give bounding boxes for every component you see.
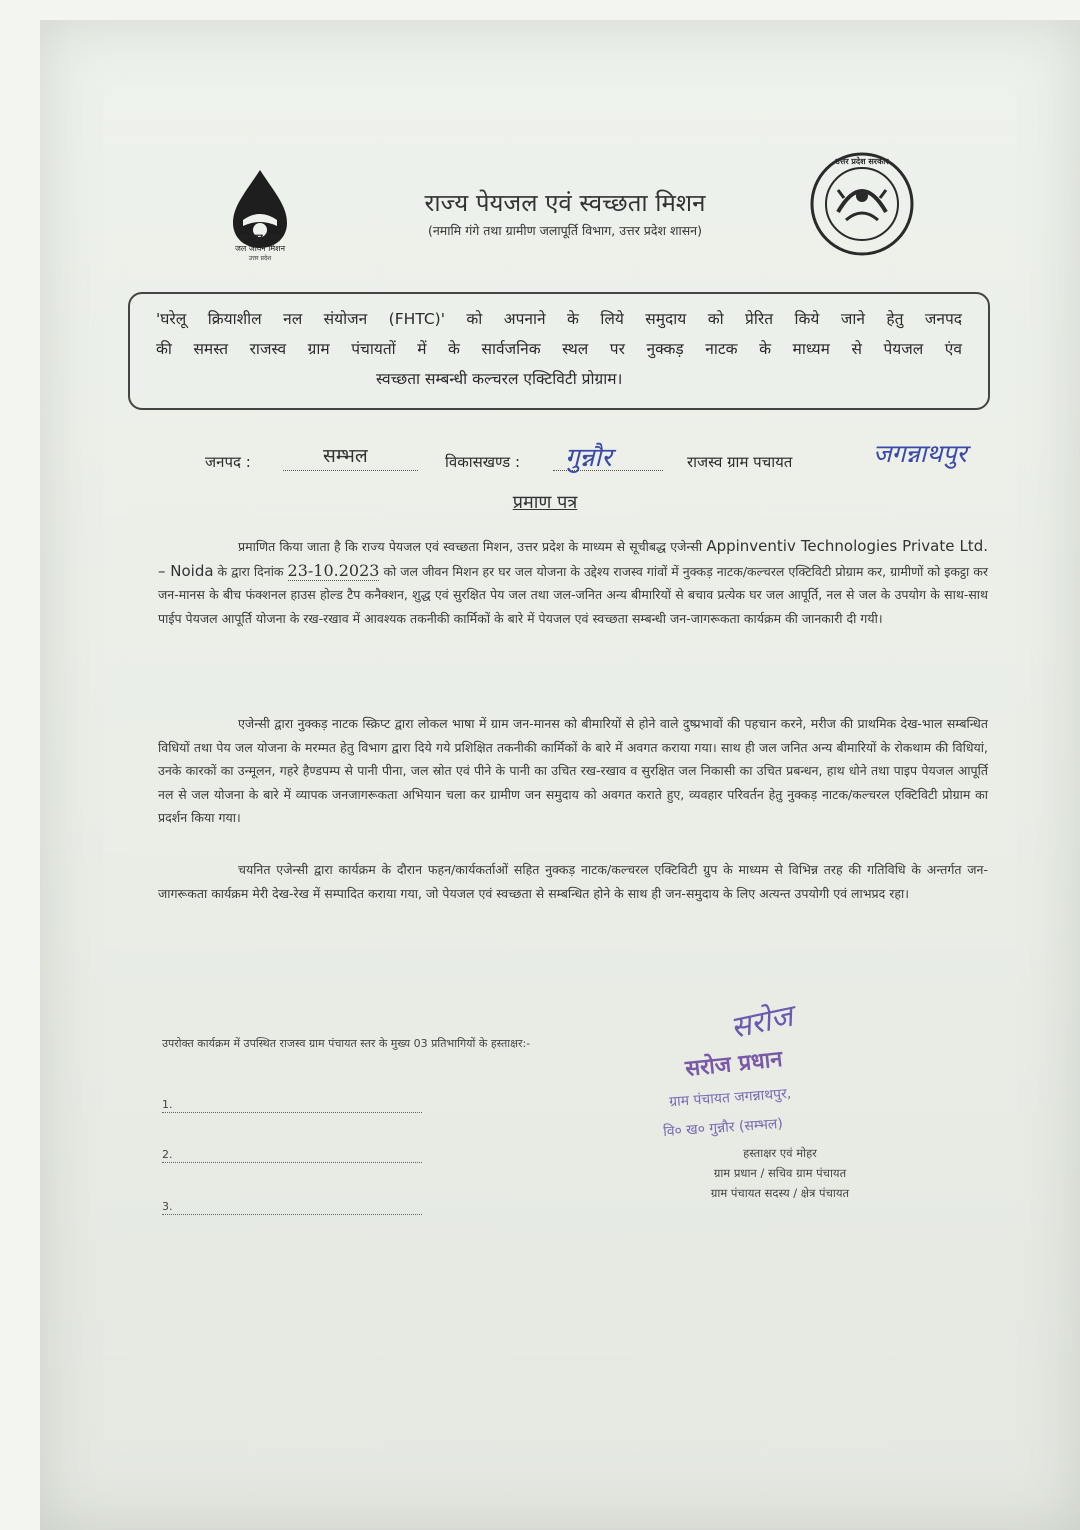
paragraph-2: एजेन्सी द्वारा नुक्कड़ नाटक स्क्रिप्ट द्वारा लोकल भाषा में ग्राम जन-मानस को बीमारियों से होने वाले दुष्प्रभावों की पहचान करने, मरीज की प्राथमिक देख-भाल सम्बन्धित विधियों तथा पेय जल योजना के मरम्मत हेतु विभाग द्वारा दिये गये प्रशिक्षित तकनीकी कार्मिकों के बारे में अवगत कराया गया। साथ ही जल जनित अन्य बीमारियों के रोकथाम की विधियां, उनके कारकों का उन्मूलन, गहरे हैण्डपम्प से पानी पीना, जल स्रोत एवं पीने के पानी का उचित रख-रखाव व सुरक्षित जल निकासी का उचित प्रबन्धन, हाथ धोने तथा पाइप पेयजल आपूर्ति नल से जल योजना के बारे में व्यापक जनजागरूकता अभियान चला कर ग्रामीण जन समुदाय को अवगत कराते हुए, व्यवहार परिवर्तन हेतु नुक्कड़ नाटक/कल्चरल एक्टिविटी प्रोग्राम का प्रदर्शन किया गया।	[158, 716, 988, 825]
subject-box	[128, 292, 990, 410]
signature-line-2: 2.	[162, 1148, 422, 1163]
caption-pradhan: ग्राम प्रधान / सचिव ग्राम पंचायत	[713, 1166, 847, 1180]
stamp-panchayat: ग्राम पंचायत जगन्नाथपुर,	[668, 1085, 792, 1111]
participants-note: उपरोक्त कार्यक्रम में उपस्थित राजस्व ग्राम पंचायत स्तर के मुख्य 03 प्रतिभागियों के हस्ताक्षर:-	[162, 1037, 531, 1050]
signature-line-3: 3.	[162, 1200, 422, 1215]
subject-line-3: स्वच्छता सम्बन्धी कल्चरल एक्टिविटी प्रोग्राम।	[376, 370, 623, 388]
subject-line-1: 'घरेलू क्रियाशील नल संयोजन (FHTC)' को अपनाने के लिये समुदाय को प्रेरित किये जाने हेतु जनपद	[156, 310, 962, 328]
paragraph-1-date-label: के द्वारा दिनांक	[217, 563, 284, 579]
up-government-emblem	[808, 150, 916, 258]
mission-subtitle: (नमामि गंगे तथा ग्रामीण जलापूर्ति विभाग, उत्तर प्रदेश शासन)	[427, 223, 702, 238]
caption-signature-seal: हस्ताक्षर एवं मोहर	[743, 1146, 817, 1160]
district-value: सम्भल	[323, 445, 368, 467]
block-label: विकासखण्ड :	[445, 453, 521, 471]
paragraph-1-body: को जल जीवन मिशन हर घर जल योजना के उद्देश्य राजस्व गांवों में नुक्कड़ नाटक/कल्चरल एक्टिविटी प्रोग्राम कर, ग्रामीणों को इकट्ठा कर जन-मानस के बीच फंक्शनल हाउस होल्ड टैप कनैक्शन, शुद्ध एवं सुरक्षित पेय जल तथा जल-जनित अन्य बीमारियों से बचाव प्रत्येक घर जल आपूर्ति, नल से जल के उपयोग के साथ-साथ पाईप पेयजल आपूर्ति योजना के रख-रखाव में आवश्यक तकनीकी कार्मिकों के बारे में पेयजल एवं स्वच्छता सम्बन्धी जन-जागरूकता कार्यक्रम की जानकारी दी गयी।	[158, 563, 988, 626]
certificate-title: प्रमाण पत्र	[512, 492, 578, 513]
logo-left-sub2: उत्तर प्रदेश	[248, 255, 272, 262]
paragraph-3: चयनित एजेन्सी द्वारा कार्यक्रम के दौरान फहन/कार्यकर्ताओं सहित नुक्कड़ नाटक/कल्चरल एक्टिविटी ग्रुप के माध्यम से विभिन्न तरह की गतिविधि के अन्तर्गत जन-जागरूकता कार्यक्रम मेरी देख-रेख में सम्पादित कराया गया, जो पेयजल एवं स्वच्छता से सम्बन्धित होने के साथ ही जन-समुदाय के लिए अत्यन्त उपयोगी एवं लाभप्रद रहा।	[158, 862, 988, 901]
emblem-text: उत्तर प्रदेश सरकार	[835, 157, 889, 166]
program-date: 23-10.2023	[287, 560, 380, 580]
paragraph-1	[158, 535, 988, 630]
paragraph-1-intro: प्रमाणित किया जाता है कि राज्य पेयजल एवं स्वच्छता मिशन, उत्तर प्रदेश के माध्यम से सूचीबद्ध एजेन्सी	[238, 539, 703, 554]
block-value: गुन्नौर	[565, 443, 612, 473]
district-label: जनपद :	[205, 453, 251, 471]
logo-left-text: हर घर जल	[239, 233, 281, 244]
mission-title: राज्य पेयजल एवं स्वच्छता मिशन	[424, 189, 706, 217]
panchayat-value: जगन्नाथपुर	[873, 439, 967, 468]
subject-line-2: की समस्त राजस्व ग्राम पंचायतों में के सार्वजनिक स्थल पर नुक्कड़ नाटक के माध्यम से पेयजल एंव	[156, 340, 962, 358]
pradhan-stamp	[655, 1000, 905, 1150]
location-row	[205, 440, 1035, 480]
caption-member: ग्राम पंचायत सदस्य / क्षेत्र पंचायत	[710, 1186, 850, 1200]
handwritten-signature: सरोज	[727, 998, 796, 1047]
agency-name: Appinventiv Technologies Private Ltd. – Noida	[158, 537, 988, 580]
jal-jeevan-mission-logo	[215, 168, 305, 268]
stamp-name: सरोज प्रधान	[684, 1046, 784, 1083]
signature-line-1: 1.	[162, 1098, 422, 1113]
stamp-block: वि० ख० गुन्नौर (सम्भल)	[662, 1115, 784, 1141]
logo-left-sub: जल जीवन मिशन	[234, 244, 286, 253]
panchayat-label: राजस्व ग्राम पचायत	[687, 453, 793, 471]
